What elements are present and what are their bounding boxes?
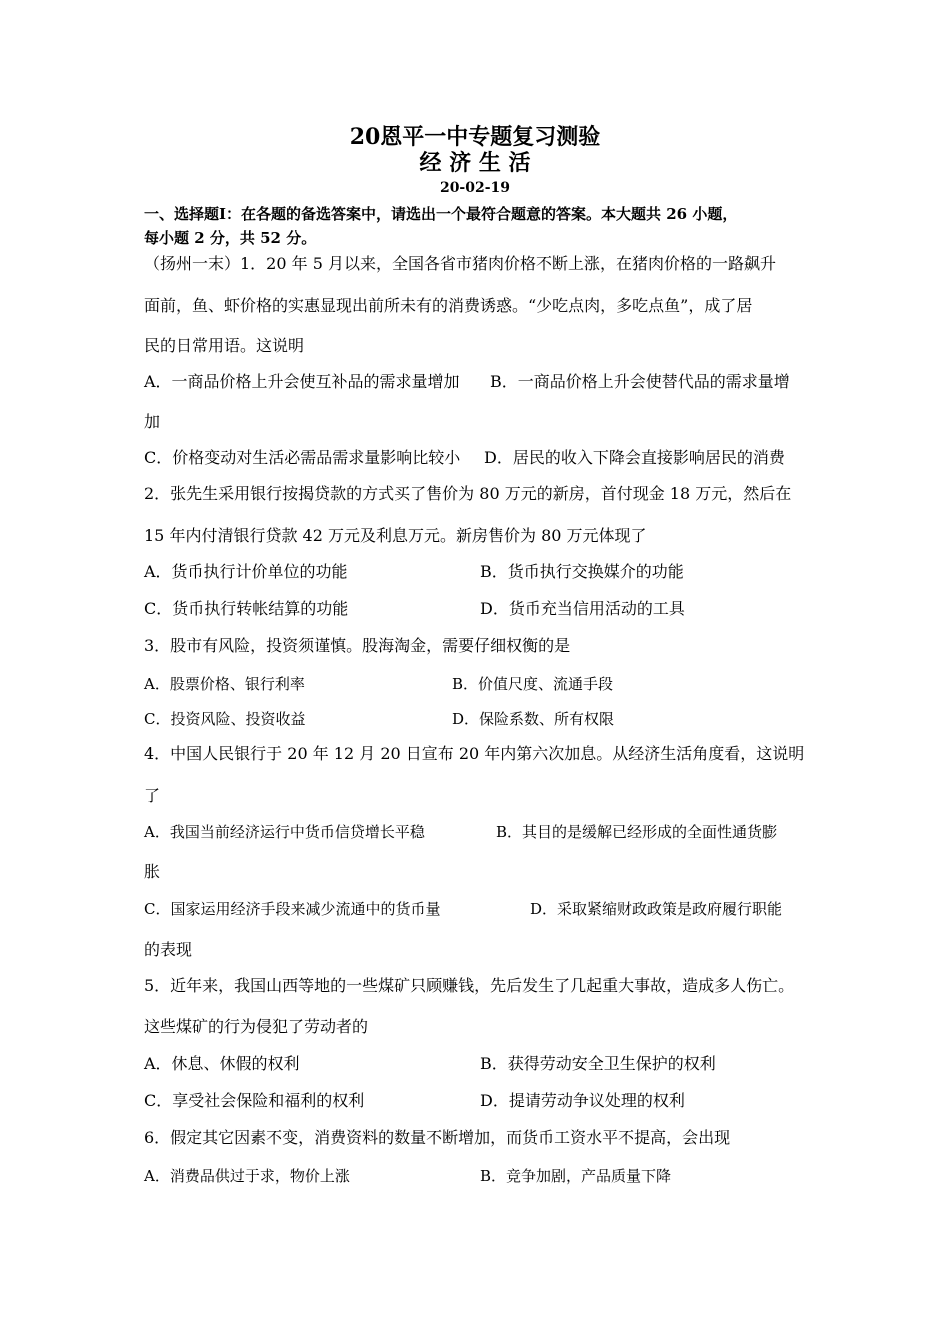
q1-stem-line3: 民的日常用语。这说明 xyxy=(144,336,305,355)
exam-date: 20-02-19 xyxy=(439,180,511,196)
q4-option-d: D．采取紧缩财政政策是政府履行职能 xyxy=(530,900,783,918)
q5-stem-line2: 这些煤矿的行为侵犯了劳动者的 xyxy=(144,1017,369,1036)
q1-option-d: D．居民的收入下降会直接影响居民的消费 xyxy=(484,448,785,467)
q5-option-a: A．休息、休假的权利 xyxy=(144,1054,300,1073)
q3-option-d: D．保险系数、所有权限 xyxy=(452,710,615,728)
q2-option-b: B．货币执行交换媒介的功能 xyxy=(480,562,684,581)
q3-stem-line1: 3．股市有风险，投资须谨慎。股海淘金，需要仔细权衡的是 xyxy=(144,636,571,655)
q4-option-b: B．其目的是缓解已经形成的全面性通货膨 xyxy=(496,823,778,841)
section-instruction-line1: 一、选择题Ⅰ：在各题的备选答案中，请选出一个最符合题意的答案。本大题共 26 小题， xyxy=(144,205,738,223)
q5-option-d: D．提请劳动争议处理的权利 xyxy=(480,1091,685,1110)
exam-title: 20恩平一中专题复习测验 xyxy=(349,124,601,150)
q1-stem-line2: 面前，鱼、虾价格的实惠显现出前所未有的消费诱惑。“少吃点肉，多吃点鱼”，成了居 xyxy=(144,296,753,315)
q4-stem-line2: 了 xyxy=(144,786,161,805)
q4-option-d-continued: 的表现 xyxy=(144,940,193,959)
q2-stem-line2: 15 年内付清银行贷款 42 万元及利息万元。新房售价为 80 万元体现了 xyxy=(144,526,647,545)
q6-option-b: B．竞争加剧，产品质量下降 xyxy=(480,1167,672,1185)
q2-option-a: A．货币执行计价单位的功能 xyxy=(144,562,348,581)
q3-option-c: C．投资风险、投资收益 xyxy=(144,710,306,728)
q4-stem-line1: 4．中国人民银行于 20 年 12 月 20 日宣布 20 年内第六次加息。从经济生活角度看，这说明 xyxy=(144,744,805,763)
q1-option-c: C．价格变动对生活必需品需求量影响比较小 xyxy=(144,448,461,467)
q6-option-a: A．消费品供过于求，物价上涨 xyxy=(144,1167,350,1185)
q1-stem-line1: （扬州一末）1．20 年 5 月以来，全国各省市猪肉价格不断上涨，在猪肉价格的一路飙升 xyxy=(144,254,776,273)
q2-stem-line1: 2．张先生采用银行按揭贷款的方式买了售价为 80 万元的新房，首付现金 18 万元，然后在 xyxy=(144,484,792,503)
q1-option-a: A．一商品价格上升会使互补品的需求量增加 xyxy=(144,372,460,391)
q6-stem-line1: 6．假定其它因素不变，消费资料的数量不断增加，而货币工资水平不提高，会出现 xyxy=(144,1128,731,1147)
q5-option-b: B．获得劳动安全卫生保护的权利 xyxy=(480,1054,716,1073)
q2-option-d: D．货币充当信用活动的工具 xyxy=(480,599,685,618)
q3-option-a: A．股票价格、银行利率 xyxy=(144,675,305,693)
q4-option-c: C．国家运用经济手段来减少流通中的货币量 xyxy=(144,900,441,918)
q1-option-b: B．一商品价格上升会使替代品的需求量增 xyxy=(490,372,790,391)
q5-option-c: C．享受社会保险和福利的权利 xyxy=(144,1091,365,1110)
section-instruction-line2: 每小题 2 分，共 52 分。 xyxy=(144,229,317,247)
q4-option-b-continued: 胀 xyxy=(144,862,161,881)
q2-option-c: C．货币执行转帐结算的功能 xyxy=(144,599,349,618)
q5-stem-line1: 5．近年来，我国山西等地的一些煤矿只顾赚钱，先后发生了几起重大事故，造成多人伤亡。 xyxy=(144,976,795,995)
q3-option-b: B．价值尺度、流通手段 xyxy=(452,675,614,693)
q1-option-b-continued: 加 xyxy=(144,412,161,431)
q4-option-a: A．我国当前经济运行中货币信贷增长平稳 xyxy=(144,823,425,841)
exam-subtitle: 经 济 生 活 xyxy=(419,150,531,176)
